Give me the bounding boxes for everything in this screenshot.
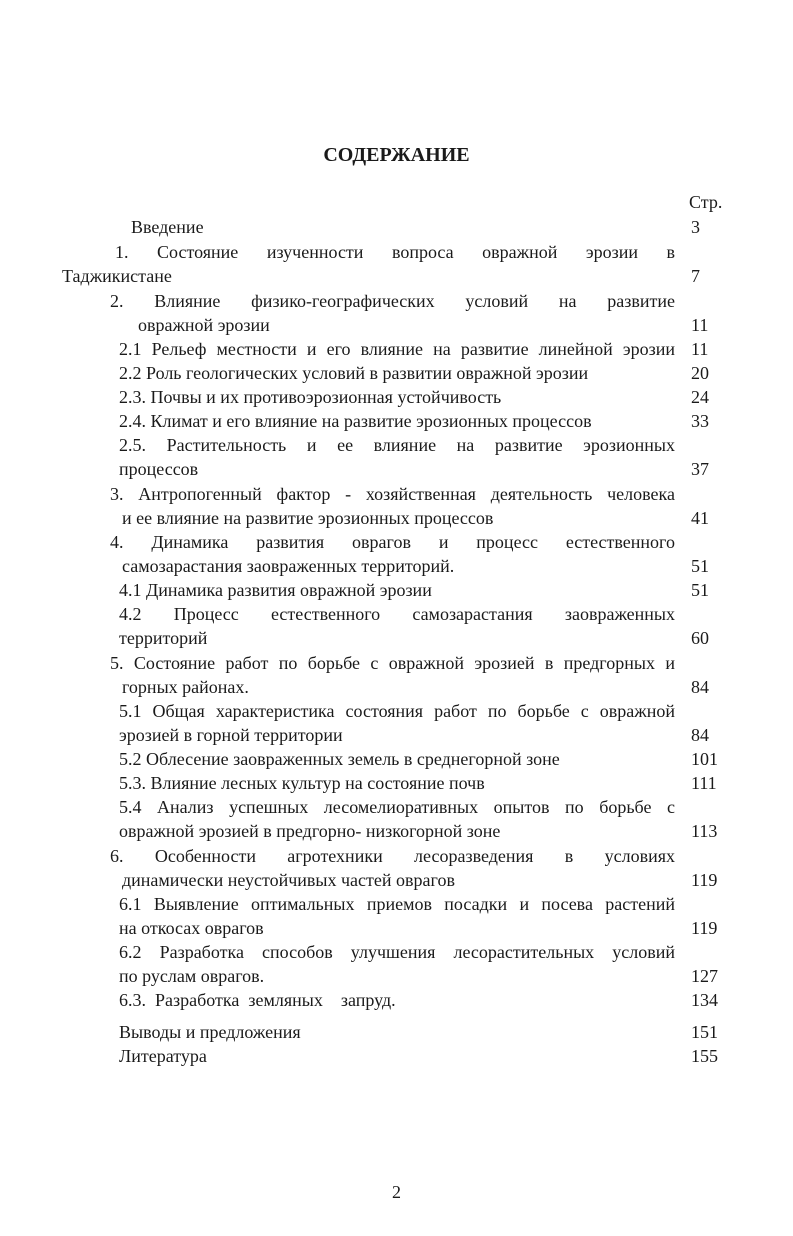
- toc-page-4-2: 60: [691, 628, 709, 648]
- toc-entry-6-1-cont: на откосах оврагов: [119, 918, 264, 938]
- toc-entry-ch1: 1. Состояние изученности вопроса овражной эрозии в: [115, 242, 675, 262]
- toc-entry-2-1: 2.1 Рельеф местности и его влияние на развитие линейной эрозии: [119, 339, 675, 359]
- toc-entry-5-4: 5.4 Анализ успешных лесомелиоративных опытов по борьбе с: [119, 797, 675, 817]
- toc-entry-5-1-cont: эрозией в горной территории: [119, 725, 343, 745]
- toc-entry-6-1: 6.1 Выявление оптимальных приемов посадки и посева растений: [119, 894, 675, 914]
- toc-page-5-3: 111: [691, 773, 717, 793]
- toc-entry-4-2: 4.2 Процесс естественного самозарастания заовраженных: [119, 604, 675, 624]
- toc-entry-ch3: 3. Антропогенный фактор - хозяйственная деятельность человека: [110, 484, 675, 504]
- toc-entry-ch5-cont: горных районах.: [122, 677, 249, 697]
- toc-entry-6-2-cont: по руслам оврагов.: [119, 966, 265, 986]
- toc-entry-intro: Введение: [131, 217, 204, 237]
- toc-entry-6-3: 6.3. Разработка земляных запруд.: [119, 990, 396, 1010]
- toc-page-ch1: 7: [691, 266, 700, 286]
- toc-entry-2-5: 2.5. Растительность и ее влияние на развитие эрозионных: [119, 435, 675, 455]
- toc-page-6-1: 119: [691, 918, 718, 938]
- toc-page-ch3: 41: [691, 508, 709, 528]
- toc-page-ch6: 119: [691, 870, 718, 890]
- toc-entry-2-3: 2.3. Почвы и их противоэрозионная устойчивость: [119, 387, 502, 407]
- toc-entry-ch3-cont: и ее влияние на развитие эрозионных процессов: [122, 508, 494, 528]
- toc-entry-6-2: 6.2 Разработка способов улучшения лесорастительных условий: [119, 942, 675, 962]
- toc-page-ch5: 84: [691, 677, 709, 697]
- toc-page-ch4: 51: [691, 556, 709, 576]
- toc-entry-ch2-cont: овражной эрозии: [138, 315, 270, 335]
- toc-page-2-3: 24: [691, 387, 709, 407]
- toc-entry-references: Литература: [119, 1046, 207, 1066]
- toc-page-2-4: 33: [691, 411, 709, 431]
- toc-page-2-1: 11: [691, 339, 709, 359]
- toc-page-intro: 3: [691, 217, 700, 237]
- toc-page-2-5: 37: [691, 459, 709, 479]
- toc-page-4-1: 51: [691, 580, 709, 600]
- toc-page-conclusions: 151: [691, 1022, 718, 1042]
- page-column-label: Стр.: [689, 192, 723, 212]
- toc-entry-ch6: 6. Особенности агротехники лесоразведения в условиях: [110, 846, 675, 866]
- toc-page-ch2: 11: [691, 315, 709, 335]
- toc-entry-2-2: 2.2 Роль геологических условий в развитии овражной эрозии: [119, 363, 589, 383]
- toc-page-5-2: 101: [691, 749, 718, 769]
- toc-page-5-1: 84: [691, 725, 709, 745]
- toc-entry-ch4: 4. Динамика развития оврагов и процесс естественного: [110, 532, 675, 552]
- toc-entry-5-4-cont: овражной эрозией в предгорно- низкогорной зоне: [119, 821, 501, 841]
- toc-entry-5-2: 5.2 Облесение заовраженных земель в среднегорной зоне: [119, 749, 560, 769]
- toc-entry-2-4: 2.4. Климат и его влияние на развитие эрозионных процессов: [119, 411, 592, 431]
- toc-entry-conclusions: Выводы и предложения: [119, 1022, 301, 1042]
- page-title: СОДЕРЖАНИЕ: [323, 144, 470, 166]
- toc-page-6-3: 134: [691, 990, 718, 1010]
- toc-entry-5-3: 5.3. Влияние лесных культур на состояние почв: [119, 773, 485, 793]
- toc-entry-ch4-cont: самозарастания заовраженных территорий.: [122, 556, 455, 576]
- toc-entry-4-2-cont: территорий: [119, 628, 208, 648]
- toc-page-2-2: 20: [691, 363, 709, 383]
- toc-entry-ch5: 5. Состояние работ по борьбе с овражной эрозией в предгорных и: [110, 653, 675, 673]
- toc-entry-2-5-cont: процессов: [119, 459, 199, 479]
- toc-entry-ch6-cont: динамически неустойчивых частей оврагов: [122, 870, 455, 890]
- toc-entry-5-1: 5.1 Общая характеристика состояния работ по борьбе с овражной: [119, 701, 675, 721]
- toc-page-6-2: 127: [691, 966, 718, 986]
- toc-page-references: 155: [691, 1046, 718, 1066]
- toc-entry-ch2: 2. Влияние физико-географических условий на развитие: [110, 291, 675, 311]
- page-number: 2: [392, 1182, 401, 1202]
- toc-entry-ch1-cont: Таджикистане: [62, 266, 172, 286]
- toc-entry-4-1: 4.1 Динамика развития овражной эрозии: [119, 580, 432, 600]
- toc-page-5-4: 113: [691, 821, 718, 841]
